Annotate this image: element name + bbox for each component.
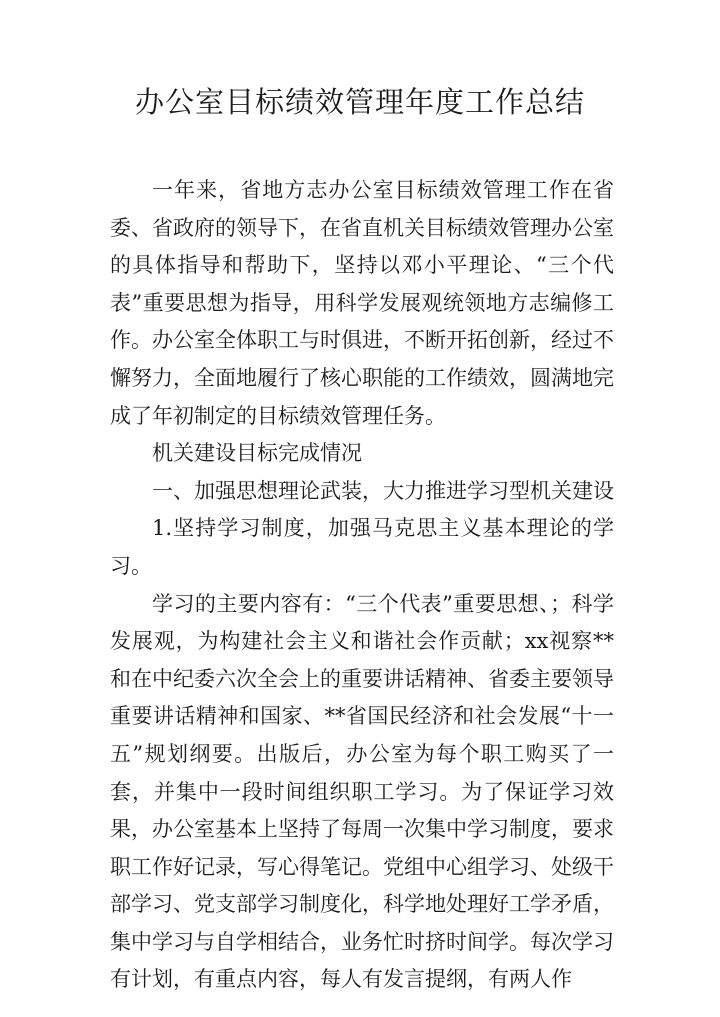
item-heading: 1.坚持学习制度，加强马克思主义基本理论的学习。 (110, 516, 614, 578)
subsection-heading: 一、加强思想理论武装，大力推进学习型机关建设 (152, 478, 614, 503)
paragraph-study-content: 学习的主要内容有：“三个代表”重要思想、；科学发展观，为构建社会主义和谐社会作贡献；xx视察**和在中纪委六次全会上的重要讲话精神、省委主要领导重要讲话精神和国家、**省国民经济和社会发展“十一五”规划纲要。出版后，办公室为每个职工购买了一套，并集中一段时间组织职工学习。为了保证学习效果，办公室基本上坚持了每周一次集中学习制度，要求职工作好记录，写心得笔记。党组中心组学习、处级干部学习、党支部学习制度化，科学地处理好工学矛盾，集中学习与自学相结合，业务忙时挤时间学。每次学习有计划，有重点内容，每人有发言提纲，有两人作 (110, 591, 614, 992)
document-title: 办公室目标绩效管理年度工作总结 (134, 85, 585, 119)
paragraph-intro: 一年来，省地方志办公室目标绩效管理工作在省委、省政府的领导下，在省直机关目标绩效管理办公室的具体指导和帮助下，坚持以邓小平理论、“三个代表”重要思想为指导，用科学发展观统领地方志编修工作。办公室全体职工与时俱进，不断开拓创新，经过不懈努力，全面地履行了核心职能的工作绩效，圆满地完成了年初制定的目标绩效管理任务。 (110, 178, 614, 428)
section-heading: 机关建设目标完成情况 (152, 441, 362, 466)
document-body (110, 172, 614, 999)
